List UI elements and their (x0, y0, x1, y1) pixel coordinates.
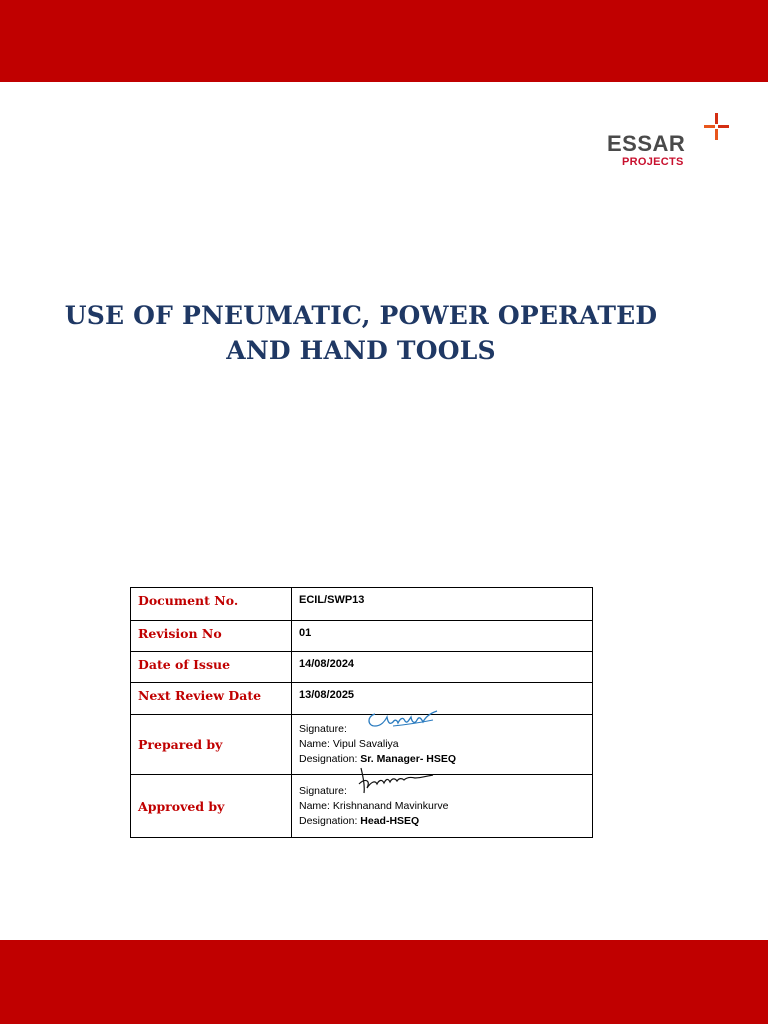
name-line (299, 737, 592, 752)
prepared-signature-icon (363, 704, 443, 734)
row-label: Document No. (131, 588, 292, 621)
approver-designation: Head-HSEQ (360, 814, 420, 827)
designation-line (299, 814, 592, 829)
row-value: 01 (292, 621, 593, 652)
logo-subtext: PROJECTS (622, 156, 684, 168)
approved-details (292, 775, 593, 838)
signature-label: Signature: (299, 784, 347, 797)
row-value: ECIL/SWP13 (292, 588, 593, 621)
table-row (131, 621, 593, 652)
row-value: 13/08/2025 (292, 683, 593, 715)
preparer-designation: Sr. Manager- HSEQ (360, 753, 456, 765)
document-title (0, 298, 722, 368)
signature-label: Signature: (299, 723, 347, 735)
prepared-by-label: Prepared by (131, 715, 292, 775)
name-line (299, 799, 592, 814)
title-line-2: AND HAND TOOLS (226, 336, 496, 365)
table-row (131, 588, 593, 621)
header-band (0, 0, 768, 82)
name-prefix: Name: (299, 738, 330, 750)
table-row (131, 683, 593, 715)
row-value: 14/08/2024 (292, 652, 593, 683)
essar-logo (598, 110, 734, 170)
row-label: Date of Issue (131, 652, 292, 683)
designation-prefix: Designation: (299, 814, 358, 827)
preparer-name: Vipul Savaliya (332, 738, 399, 750)
designation-line (299, 752, 592, 767)
name-prefix: Name: (299, 799, 330, 812)
signature-line (299, 722, 592, 737)
row-label: Next Review Date (131, 683, 292, 715)
title-line-1: USE OF PNEUMATIC, POWER OPERATED (64, 301, 658, 330)
approved-by-label: Approved by (131, 775, 292, 838)
footer-band (0, 940, 768, 1024)
row-label: Revision No (131, 621, 292, 652)
document-info-table (130, 587, 593, 838)
designation-prefix: Designation: (299, 753, 358, 765)
table-row (131, 652, 593, 683)
logo-star-icon (702, 112, 732, 142)
logo-wordmark: ESSAR (607, 131, 686, 156)
approver-name: Krishnanand Mavinkurve (332, 799, 449, 812)
approved-row (131, 775, 593, 838)
signature-line (299, 784, 592, 799)
approved-signature-icon (355, 766, 437, 796)
prepared-details (292, 715, 593, 775)
